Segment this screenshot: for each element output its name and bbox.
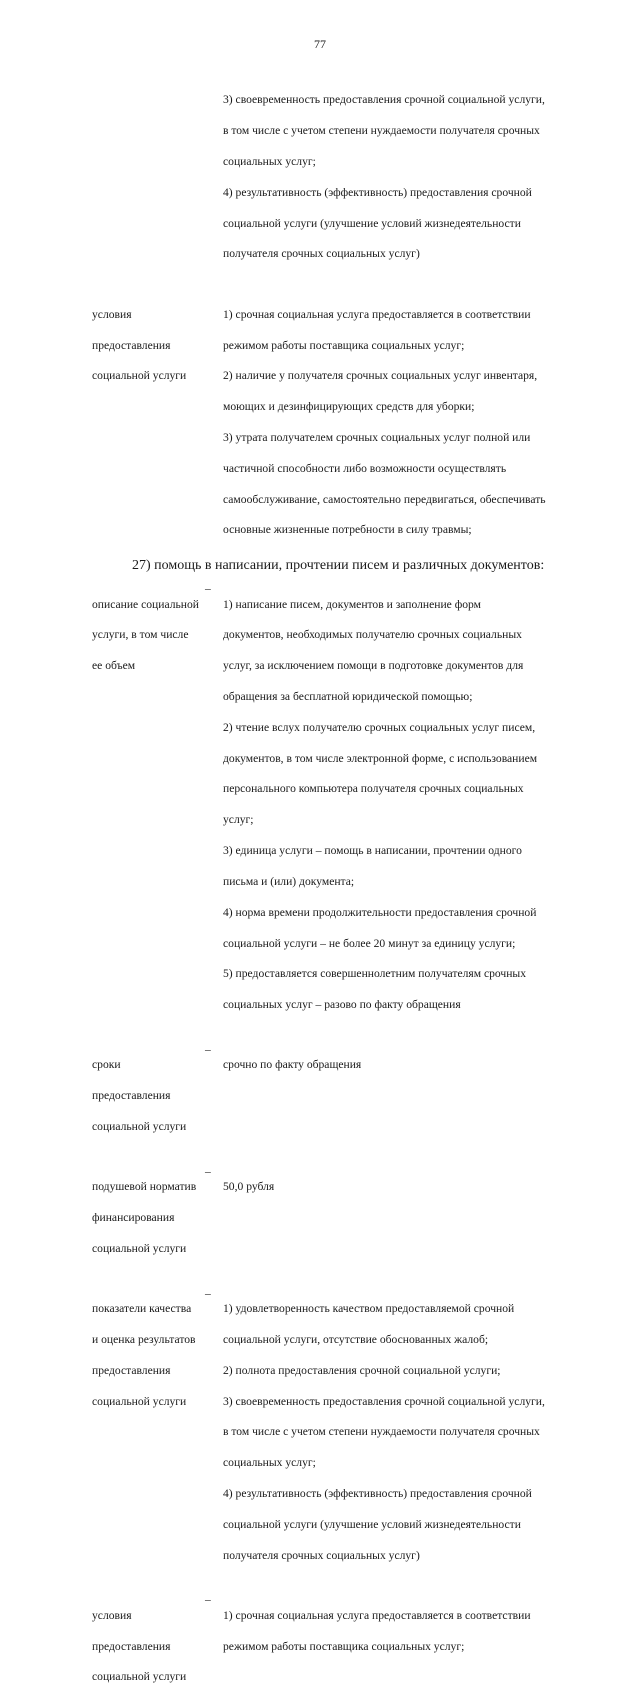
- row-value: [223, 1592, 602, 1669]
- value-line: режимом работы поставщика социальных услуг;: [223, 338, 465, 352]
- row-value: [223, 1042, 602, 1088]
- value-line: социальных услуг – разово по факту обращения: [223, 998, 461, 1012]
- label-line: условия: [92, 307, 132, 321]
- row-dash: –: [205, 1164, 211, 1178]
- value-line: 3) утрата получателем срочных социальных услуг полной или: [223, 430, 531, 444]
- label-line: ее объем: [92, 659, 136, 673]
- row-dash: –: [205, 1593, 211, 1607]
- row-value: [223, 581, 602, 1028]
- value-line: в том числе с учетом степени нуждаемости получателя срочных: [223, 1425, 540, 1439]
- page-number: 77: [314, 37, 326, 51]
- value-line: социальной услуги (улучшение условий жизнедеятельности: [223, 1517, 521, 1531]
- label-line: социальной услуги: [92, 1120, 187, 1133]
- value-line: 3) единица услуги – помощь в написании, прочтении одного: [223, 844, 522, 858]
- row-value: [223, 1164, 602, 1210]
- value-line: 2) наличие у получателя срочных социальных услуг инвентаря,: [223, 369, 538, 383]
- value-line: обращения за бесплатной юридической помощью;: [223, 690, 473, 704]
- value-line: социальных услуг;: [223, 1456, 316, 1470]
- description-row: [92, 581, 602, 1028]
- funding-row: [92, 1164, 602, 1272]
- value-line: получателя срочных социальных услуг): [223, 247, 420, 261]
- label-line: услуги, в том числе: [92, 628, 189, 642]
- value-line: срочно по факту обращения: [223, 1058, 362, 1072]
- label-line: сроки: [92, 1058, 121, 1072]
- value-line: 2) полнота предоставления срочной социальной услуги;: [223, 1363, 501, 1377]
- label-line: социальной услуги: [92, 369, 187, 383]
- quality-row: [92, 1286, 602, 1579]
- conditions-row-1: [92, 291, 602, 553]
- value-line: 1) срочная социальная услуга предоставляется в соответствии: [223, 1608, 531, 1622]
- row-label: [92, 1286, 205, 1425]
- value-line: частичной способности либо возможности осуществлять: [223, 461, 507, 475]
- row-label: [92, 1164, 205, 1272]
- row-value: [223, 77, 602, 277]
- label-line: условия: [92, 1608, 132, 1622]
- value-line: в том числе с учетом степени нуждаемости получателя срочных: [223, 124, 540, 138]
- value-line: персонального компьютера получателя срочных социальных: [223, 782, 524, 796]
- conditions-row-2: [92, 1592, 602, 1700]
- label-line: предоставления: [92, 1089, 171, 1103]
- value-line: социальной услуги (улучшение условий жизнедеятельности: [223, 216, 521, 230]
- row-dash: –: [205, 1042, 211, 1056]
- value-line: самообслуживание, самостоятельно передвигаться, обеспечивать: [223, 492, 546, 506]
- label-line: подушевой норматив: [92, 1180, 197, 1194]
- label-line: и оценка результатов: [92, 1332, 196, 1346]
- value-line: 4) результативность (эффективность) предоставления срочной: [223, 185, 532, 199]
- value-line: 1) срочная социальная услуга предоставляется в соответствии: [223, 307, 531, 321]
- value-line: 3) своевременность предоставления срочной социальной услуги,: [223, 1394, 545, 1408]
- value-line: моющих и дезинфицирующих средств для уборки;: [223, 400, 475, 414]
- value-line: социальной услуги, отсутствие обоснованных жалоб;: [223, 1332, 489, 1346]
- row-label: [92, 291, 205, 399]
- value-line: 1) удовлетворенность качеством предоставляемой срочной: [223, 1302, 515, 1316]
- row-value: [223, 291, 602, 553]
- section-heading: 27) помощь в написании, прочтении писем и различных документов:: [132, 558, 545, 574]
- value-line: социальной услуги – не более 20 минут за единицу услуги;: [223, 936, 516, 950]
- label-line: описание социальной: [92, 597, 199, 611]
- row-dash: –: [205, 582, 211, 596]
- row-dash: –: [205, 1286, 211, 1300]
- value-line: социальных услуг;: [223, 155, 316, 169]
- row-label: [92, 1592, 205, 1700]
- value-line: режимом работы поставщика социальных услуг;: [223, 1639, 465, 1653]
- row-label: [92, 1042, 205, 1150]
- label-line: финансирования: [92, 1211, 175, 1225]
- value-line: 4) норма времени продолжительности предоставления срочной: [223, 905, 537, 919]
- value-line: услуг, за исключением помощи в подготовке документов для: [223, 659, 524, 673]
- label-line: предоставления: [92, 338, 171, 352]
- label-line: социальной услуги: [92, 1394, 187, 1408]
- value-line: 1) написание писем, документов и заполнение форм: [223, 597, 481, 611]
- value-line: 4) результативность (эффективность) предоставления срочной: [223, 1486, 532, 1500]
- label-line: предоставления: [92, 1639, 171, 1653]
- value-line: 2) чтение вслух получателю срочных социальных услуг писем,: [223, 720, 536, 734]
- label-line: показатели качества: [92, 1302, 192, 1316]
- value-line: документов, в том числе электронной форме, с использованием: [223, 751, 538, 765]
- row-label: [92, 581, 205, 689]
- continuation-block: [92, 77, 602, 277]
- value-line: документов, необходимых получателю срочных социальных: [223, 628, 522, 642]
- value-line: основные жизненные потребности в силу травмы;: [223, 523, 472, 537]
- row-value: [223, 1286, 602, 1579]
- label-line: предоставления: [92, 1363, 171, 1377]
- label-line: социальной услуги: [92, 1670, 187, 1684]
- terms-row: [92, 1042, 602, 1150]
- label-line: социальной услуги: [92, 1241, 187, 1255]
- value-line: услуг;: [223, 813, 254, 827]
- value-line: 3) своевременность предоставления срочной социальной услуги,: [223, 93, 545, 107]
- value-line: 5) предоставляется совершеннолетним получателям срочных: [223, 967, 526, 981]
- value-line: получателя срочных социальных услуг): [223, 1548, 420, 1562]
- document-body: [92, 77, 602, 1700]
- value-line: письма и (или) документа;: [223, 874, 355, 888]
- value-line: 50,0 рубля: [223, 1180, 275, 1194]
